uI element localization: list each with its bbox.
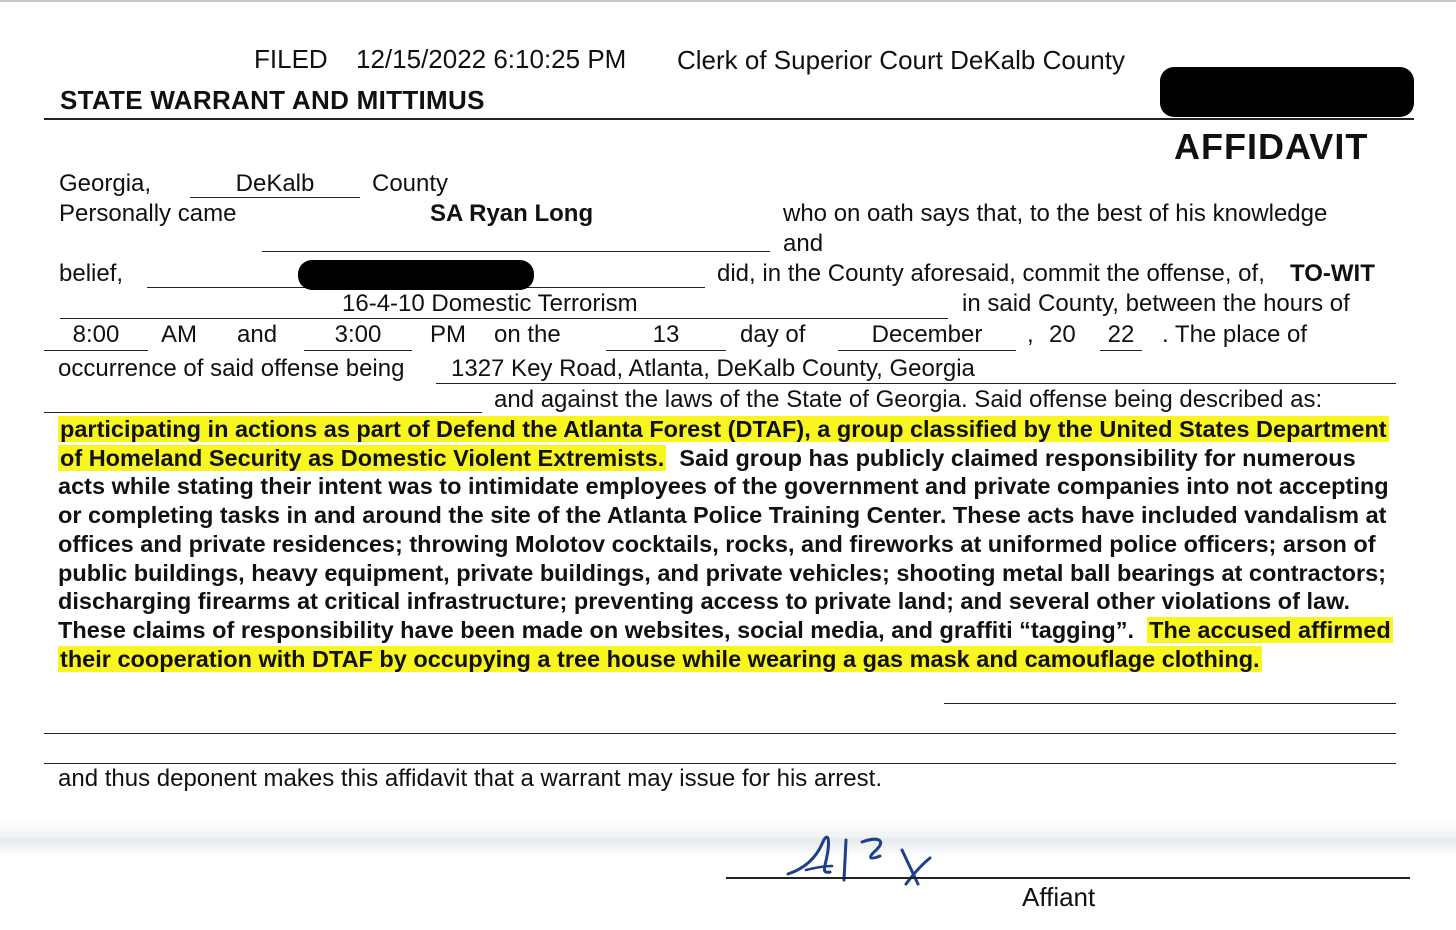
day-value: 13 [652,321,680,348]
continuation-underline [44,412,482,413]
pm-label: PM [430,321,466,348]
affiant-signature [770,822,970,892]
day-of-label: day of [740,321,806,348]
description-underline-2 [44,733,1396,734]
location-underline [436,383,1396,384]
closing-statement: and thus deponent makes this affidavit that a warrant may issue for his arrest. [58,765,882,792]
highlighted-accused-affirmation: The accused affirmed their cooperation with DTAF by occupying a tree house while wearing a gas mask and camouflage clothing. [60,616,1391,672]
oath-text: who on oath says that, to the best of his knowledge [783,200,1328,227]
and-label: and [783,230,824,257]
month-value: December [871,321,983,348]
time-from: 8:00 [72,321,120,348]
state-label: Georgia, [59,170,152,197]
did-commit-text: did, in the County aforesaid, commit the offense, of, [717,260,1265,287]
occurrence-label: occurrence of said offense being [58,355,405,382]
redaction-accused [298,260,534,290]
page-top-border [0,0,1456,2]
place-of-text: . The place of [1162,321,1307,348]
name-underline [262,251,770,252]
offense-underline [60,318,948,319]
and-hours-label: and [237,321,278,348]
time-to-underline [304,350,412,351]
description-underline-3 [44,763,1396,764]
section-title: AFFIDAVIT [1174,126,1369,167]
scan-fold-band [0,818,1456,858]
county-underline [190,197,360,198]
offense-description [58,415,1400,673]
time-from-underline [44,350,148,351]
offense-location: 1327 Key Road, Atlanta, DeKalb County, Georgia [451,355,975,382]
description-body: Said group has publicly claimed responsibility for numerous acts while stating their intent was to intimidate employees of the government and private companies into not accepting or completing tasks in and around the site of the Atlanta Police Training Center. These acts have included vandalism at offices and private residences; throwing Molotov cocktails, rocks, and fireworks at uniformed police officers; arson of public buildings, heavy equipment, private buildings, and private vehicles; shooting metal ball bearings at contractors; discharging firearms at critical infrastructure; preventing access to private land; and several other violations of law. These claims of responsibility have been made on websites, social media, and graffiti “tagging”. [58,444,1389,643]
month-underline [838,350,1016,351]
county-value: DeKalb [235,170,315,197]
filed-label: FILED [254,44,328,74]
county-label: County [372,170,449,197]
description-underline-1 [944,703,1396,704]
between-hours-text: in said County, between the hours of [962,290,1350,317]
laws-text: and against the laws of the State of Georgia. Said offense being described as: [494,386,1323,413]
time-to: 3:00 [334,321,382,348]
affiant-name: SA Ryan Long [430,200,594,227]
on-the-label: on the [494,321,561,348]
form-title: STATE WARRANT AND MITTIMUS [60,85,485,115]
belief-label: belief, [59,260,124,287]
year-underline [1100,350,1142,351]
am-label: AM [161,321,197,348]
filed-datetime: 12/15/2022 6:10:25 PM [356,44,627,74]
century: 20 [1049,321,1076,348]
title-rule [44,118,1414,120]
clerk-name: Clerk of Superior Court DeKalb County [677,45,1125,75]
redaction-header [1160,67,1414,117]
offense-statute: 16-4-10 Domestic Terrorism [342,290,638,317]
personally-came-label: Personally came [59,200,237,227]
affiant-label: Affiant [1022,882,1096,912]
highlighted-dtaf-classification: participating in actions as part of Defend the Atlanta Forest (DTAF), a group classified by the United States Department of Homeland Security as Domestic Violent Extremists. [60,416,1387,471]
to-wit-label: TO-WIT [1290,260,1375,287]
signature-line [726,877,1410,879]
year-value: 22 [1107,321,1135,348]
day-underline [606,350,726,351]
comma: , [1027,321,1034,348]
